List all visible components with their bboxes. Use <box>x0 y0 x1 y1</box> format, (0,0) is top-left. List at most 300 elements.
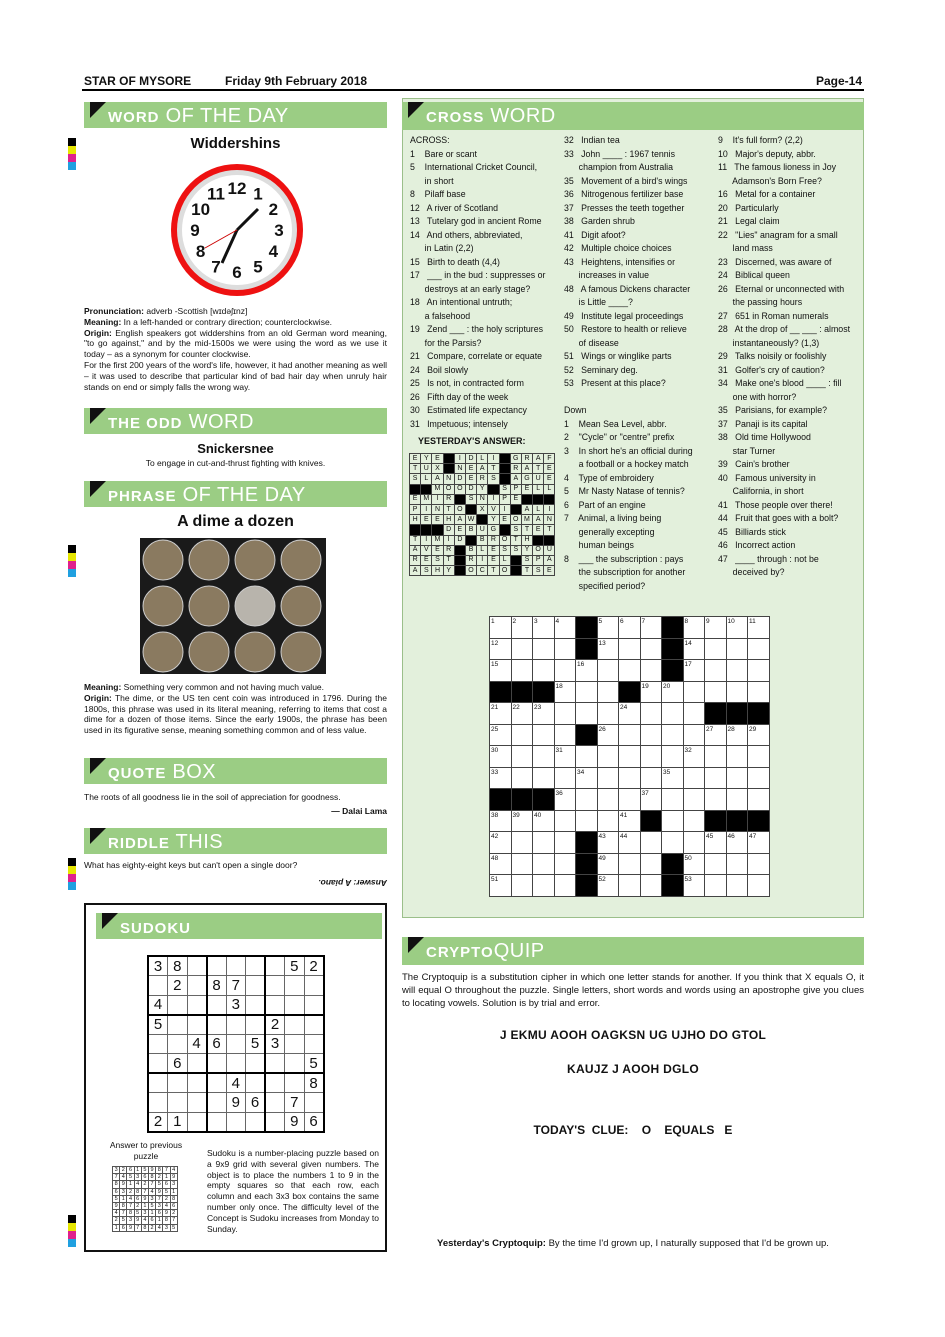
crossword-cell[interactable]: 37 <box>640 789 662 811</box>
answer-cell: R <box>521 454 532 464</box>
crossword-cell[interactable]: 32 <box>683 746 705 768</box>
crossword-cell[interactable] <box>705 875 727 897</box>
clock-numeral: 5 <box>253 257 263 277</box>
sudoku-cell[interactable] <box>187 1054 207 1074</box>
sudoku-cell[interactable] <box>168 1073 188 1093</box>
crossword-cell[interactable] <box>511 724 533 746</box>
sudoku-cell[interactable] <box>226 1015 246 1035</box>
answer-cell: I <box>499 504 510 514</box>
answer-cell: C <box>477 566 488 576</box>
sudoku-cell[interactable]: 4 <box>187 1034 207 1054</box>
answer-cell: I <box>421 535 432 545</box>
crossword-cell[interactable] <box>576 703 598 725</box>
crossword-cell[interactable] <box>533 853 555 875</box>
crossword-cell[interactable] <box>683 810 705 832</box>
crossword-cell[interactable] <box>705 660 727 682</box>
crossword-cell[interactable] <box>683 832 705 854</box>
sudoku-cell[interactable] <box>265 995 285 1015</box>
crossword-cell[interactable] <box>726 681 748 703</box>
sudoku-cell[interactable]: 2 <box>148 1112 168 1132</box>
crossword-cell[interactable] <box>726 853 748 875</box>
crossword-cell[interactable]: 5 <box>597 617 619 639</box>
crossword-cell[interactable]: 14 <box>683 638 705 660</box>
crossword-cell[interactable] <box>533 746 555 768</box>
crossword-cell[interactable]: 31 <box>554 746 576 768</box>
crossword-cell[interactable] <box>726 746 748 768</box>
sudoku-cell[interactable] <box>207 1015 227 1035</box>
crossword-cell[interactable] <box>619 746 641 768</box>
crossword-cell[interactable] <box>705 789 727 811</box>
sudoku-cell[interactable] <box>187 1073 207 1093</box>
answer-cell: 6 <box>148 1217 155 1224</box>
crossword-cell[interactable]: 2 <box>511 617 533 639</box>
answer-cell: D <box>465 484 476 494</box>
answer-cell: 1 <box>113 1224 120 1231</box>
answer-cell <box>454 566 465 576</box>
crossword-cell[interactable] <box>662 724 684 746</box>
crossword-cell[interactable]: 9 <box>705 617 727 639</box>
crossword-cell[interactable] <box>662 746 684 768</box>
sudoku-cell[interactable] <box>226 1034 246 1054</box>
crossword-cell[interactable]: 36 <box>554 789 576 811</box>
crossword-cell[interactable]: 29 <box>748 724 770 746</box>
sudoku-cell[interactable] <box>226 956 246 976</box>
yesterday-cryptoquip: Yesterday's Cryptoquip: By the time I'd grown up, I naturally supposed that I'd be grown up. <box>437 1238 829 1249</box>
crossword-cell[interactable]: 49 <box>597 853 619 875</box>
dime-coin <box>281 632 321 672</box>
crossword-cell[interactable]: 48 <box>490 853 512 875</box>
crossword-cell[interactable] <box>748 660 770 682</box>
answer-cell: N <box>544 515 555 525</box>
answer-cell: E <box>544 566 555 576</box>
answer-cell <box>477 515 488 525</box>
answer-cell: 6 <box>127 1167 134 1174</box>
sudoku-cell[interactable] <box>187 956 207 976</box>
sudoku-cell[interactable]: 9 <box>285 1112 305 1132</box>
crossword-cell[interactable] <box>640 660 662 682</box>
crossword-banner: CROSS WORD <box>402 102 864 130</box>
crossword-cell[interactable] <box>533 875 555 897</box>
answer-cell: N <box>443 474 454 484</box>
crossword-cell[interactable]: 42 <box>490 832 512 854</box>
answer-cell: 8 <box>141 1224 148 1231</box>
crossword-cell[interactable] <box>554 832 576 854</box>
phrase-definition: Meaning: Something very common and not having much value. Origin: The dime, or the US ten cent coin was introduced in 1796. During the 1800s, this phrase was used in its literal meaning, referring to items that cost a dime for a dozen of those items. Since the early 1900s, the phrase has been used in its figurative sense, meaning something common and of less value. <box>84 682 387 736</box>
sudoku-cell[interactable] <box>304 976 324 996</box>
answer-cell: 8 <box>120 1202 127 1209</box>
sudoku-cell[interactable]: 8 <box>207 976 227 996</box>
sudoku-cell[interactable]: 2 <box>265 1015 285 1035</box>
crossword-cell[interactable] <box>726 660 748 682</box>
clock-numeral: 6 <box>232 263 242 282</box>
crossword-cell[interactable] <box>576 810 598 832</box>
dime-coin <box>281 586 321 626</box>
cryptoquip-line1: J EKMU AOOH OAGKSN UG UJHO DO GTOL <box>499 1028 767 1042</box>
crossword-cell[interactable] <box>619 767 641 789</box>
sudoku-cell[interactable] <box>265 1073 285 1093</box>
crossword-cell[interactable] <box>640 724 662 746</box>
crossword-cell[interactable] <box>748 789 770 811</box>
sudoku-cell[interactable] <box>285 1034 305 1054</box>
sudoku-cell[interactable] <box>265 1054 285 1074</box>
answer-cell: M <box>432 535 443 545</box>
crossword-cell[interactable] <box>511 832 533 854</box>
answer-cell: E <box>432 515 443 525</box>
sudoku-cell[interactable]: 5 <box>304 1054 324 1074</box>
sudoku-cell[interactable] <box>246 1015 266 1035</box>
crossword-cell[interactable] <box>511 660 533 682</box>
crossword-cell[interactable] <box>619 660 641 682</box>
crossword-cell[interactable] <box>533 638 555 660</box>
crossword-cell[interactable] <box>619 789 641 811</box>
crossword-cell[interactable] <box>640 638 662 660</box>
sudoku-cell[interactable] <box>285 976 305 996</box>
answer-cell: 3 <box>163 1224 170 1231</box>
crossword-cell[interactable] <box>576 746 598 768</box>
crossword-cell[interactable] <box>554 810 576 832</box>
answer-cell: I <box>421 504 432 514</box>
answer-cell: R <box>465 555 476 565</box>
crossword-cell <box>748 703 770 725</box>
crossword-cell[interactable]: 50 <box>683 853 705 875</box>
crossword-cell[interactable]: 41 <box>619 810 641 832</box>
sudoku-cell[interactable] <box>187 1112 207 1132</box>
crossword-cell[interactable]: 47 <box>748 832 770 854</box>
crossword-cell[interactable] <box>748 681 770 703</box>
answer-cell: L <box>533 484 544 494</box>
sudoku-cell[interactable] <box>226 1054 246 1074</box>
crossword-cell[interactable] <box>705 681 727 703</box>
sudoku-cell[interactable] <box>207 995 227 1015</box>
crossword-cell[interactable]: 12 <box>490 638 512 660</box>
crossword-cell[interactable] <box>554 724 576 746</box>
sudoku-cell[interactable] <box>304 995 324 1015</box>
sudoku-cell[interactable]: 1 <box>168 1112 188 1132</box>
sudoku-cell[interactable] <box>168 1034 188 1054</box>
crossword-cell[interactable] <box>511 875 533 897</box>
crossword-cell[interactable] <box>705 853 727 875</box>
crossword-cell[interactable] <box>640 853 662 875</box>
sudoku-cell[interactable] <box>187 1015 207 1035</box>
crossword-cell[interactable] <box>619 724 641 746</box>
answer-cell: G <box>521 474 532 484</box>
crossword-cell[interactable]: 52 <box>597 875 619 897</box>
crossword-cell[interactable]: 35 <box>662 767 684 789</box>
crossword-cell <box>576 617 598 639</box>
answer-cell: H <box>410 515 421 525</box>
sudoku-cell[interactable] <box>207 1073 227 1093</box>
sudoku-cell[interactable]: 4 <box>148 995 168 1015</box>
crossword-cell[interactable] <box>533 767 555 789</box>
crossword-cell[interactable] <box>640 875 662 897</box>
crossword-cell[interactable]: 34 <box>576 767 598 789</box>
answer-cell: 4 <box>148 1188 155 1195</box>
crossword-cell[interactable] <box>640 746 662 768</box>
sudoku-cell[interactable] <box>187 976 207 996</box>
crossword-cell[interactable] <box>726 789 748 811</box>
sudoku-cell[interactable]: 2 <box>168 976 188 996</box>
crossword-cell <box>533 789 555 811</box>
crossword-cell <box>619 681 641 703</box>
answer-cell: 4 <box>120 1174 127 1181</box>
answer-cell: O <box>499 566 510 576</box>
crossword-cell[interactable] <box>640 832 662 854</box>
sudoku-cell[interactable] <box>168 995 188 1015</box>
sudoku-cell[interactable] <box>285 995 305 1015</box>
sudoku-cell[interactable] <box>168 1093 188 1113</box>
sudoku-cell[interactable]: 9 <box>226 1093 246 1113</box>
answer-cell: 2 <box>148 1224 155 1231</box>
answer-cell: I <box>432 494 443 504</box>
crossword-cell[interactable]: 19 <box>640 681 662 703</box>
crossword-cell[interactable] <box>683 724 705 746</box>
sudoku-cell[interactable] <box>265 956 285 976</box>
sudoku-cell[interactable] <box>246 976 266 996</box>
sudoku-cell[interactable]: 8 <box>168 956 188 976</box>
sudoku-cell[interactable]: 8 <box>304 1073 324 1093</box>
sudoku-cell[interactable]: 7 <box>285 1093 305 1113</box>
sudoku-cell[interactable] <box>246 1112 266 1132</box>
crossword-cell[interactable] <box>576 681 598 703</box>
sudoku-cell[interactable] <box>207 1093 227 1113</box>
clues-down-col3: 9 It's full form? (2,2) 10 Major's deputy, abbr. 11 The famous lioness in Joy Adamson's Born Free? 16 Metal for a container 20 Particularly 21 Legal claim 22 "Lies" anagram for a small land mass 23 Discerned, was aware of 24 Biblical queen 26 Eternal or unconnected with the passing hours 27 651 in Roman numerals 28 At the drop of __ ___ : almost instantaneously? (1,3) 29 Talks noisily or foolishly 31 Golfer's cry of caution? 34 Make one's blood ____ : fill one with horror? 35 Parisians, for example? 37 Panaji is its capital 38 Old time Hollywood star Turner 39 Cain's brother 40 Famous university in California, in short 41 Those people over there! 44 Fruit that goes with a bolt? 45 Billiards stick 46 Incorrect action 47 ____ through : not be deceived by? <box>718 135 851 577</box>
crossword-cell[interactable] <box>748 767 770 789</box>
crossword-cell[interactable] <box>554 853 576 875</box>
crossword-cell[interactable] <box>511 767 533 789</box>
sudoku-cell[interactable] <box>148 1034 168 1054</box>
answer-cell: T <box>410 464 421 474</box>
crossword-cell[interactable] <box>640 703 662 725</box>
crossword-cell[interactable] <box>597 703 619 725</box>
crossword-cell[interactable]: 26 <box>597 724 619 746</box>
crossword-cell[interactable] <box>597 681 619 703</box>
crossword-cell[interactable]: 38 <box>490 810 512 832</box>
sudoku-cell[interactable] <box>265 976 285 996</box>
sudoku-cell[interactable]: 6 <box>304 1112 324 1132</box>
answer-cell: R <box>477 474 488 484</box>
crossword-cell[interactable]: 3 <box>533 617 555 639</box>
crossword-cell[interactable]: 25 <box>490 724 512 746</box>
sudoku-cell[interactable] <box>148 1054 168 1074</box>
sudoku-cell[interactable] <box>168 1015 188 1035</box>
crossword-cell[interactable] <box>533 660 555 682</box>
sudoku-cell[interactable] <box>148 976 168 996</box>
crossword-cell[interactable] <box>662 789 684 811</box>
crossword-cell[interactable]: 8 <box>683 617 705 639</box>
sudoku-cell[interactable]: 3 <box>265 1034 285 1054</box>
answer-cell: D <box>465 454 476 464</box>
crossword-cell[interactable]: 24 <box>619 703 641 725</box>
crossword-cell[interactable] <box>683 703 705 725</box>
dime-coin <box>235 586 275 626</box>
crossword-cell[interactable]: 40 <box>533 810 555 832</box>
sudoku-cell[interactable] <box>285 1073 305 1093</box>
crossword-cell[interactable] <box>683 789 705 811</box>
crossword-cell[interactable]: 43 <box>597 832 619 854</box>
crossword-cell[interactable]: 20 <box>662 681 684 703</box>
sudoku-cell[interactable]: 3 <box>148 956 168 976</box>
answer-cell <box>421 484 432 494</box>
answer-cell: S <box>510 525 521 535</box>
answer-cell: 1 <box>127 1181 134 1188</box>
answer-cell: 4 <box>156 1224 163 1231</box>
answer-cell: R <box>410 555 421 565</box>
crossword-cell[interactable] <box>511 746 533 768</box>
clock-numeral: 3 <box>274 221 284 240</box>
crossword-cell[interactable]: 11 <box>748 617 770 639</box>
answer-cell: O <box>499 535 510 545</box>
crossword-cell[interactable]: 51 <box>490 875 512 897</box>
crossword-cell[interactable] <box>662 810 684 832</box>
answer-cell: 1 <box>120 1195 127 1202</box>
crossword-cell[interactable]: 6 <box>619 617 641 639</box>
sudoku-cell[interactable] <box>246 1073 266 1093</box>
crossword-cell[interactable]: 16 <box>576 660 598 682</box>
crossword-cell[interactable] <box>511 853 533 875</box>
answer-cell: 3 <box>113 1167 120 1174</box>
crossword-cell[interactable] <box>726 638 748 660</box>
crossword-cell[interactable] <box>554 638 576 660</box>
dime-coin <box>143 540 183 580</box>
sudoku-cell[interactable] <box>304 1093 324 1113</box>
crossword-cell[interactable]: 45 <box>705 832 727 854</box>
sudoku-cell[interactable] <box>148 1093 168 1113</box>
answer-cell <box>499 454 510 464</box>
crossword-cell[interactable] <box>662 832 684 854</box>
crossword-cell[interactable] <box>748 638 770 660</box>
sudoku-cell[interactable] <box>265 1093 285 1113</box>
sudoku-cell[interactable] <box>148 1073 168 1093</box>
crossword-cell[interactable]: 53 <box>683 875 705 897</box>
answer-cell: V <box>421 545 432 555</box>
crossword-cell[interactable]: 4 <box>554 617 576 639</box>
crossword-cell[interactable] <box>576 789 598 811</box>
crossword-cell[interactable] <box>662 703 684 725</box>
sudoku-cell[interactable] <box>246 956 266 976</box>
crossword-cell[interactable]: 27 <box>705 724 727 746</box>
sudoku-cell[interactable] <box>304 1015 324 1035</box>
crossword-cell[interactable]: 18 <box>554 681 576 703</box>
answer-cell: 3 <box>148 1195 155 1202</box>
answer-cell <box>544 535 555 545</box>
crossword-cell[interactable]: 15 <box>490 660 512 682</box>
word-title: Widdershins <box>190 135 281 152</box>
crossword-cell[interactable] <box>683 767 705 789</box>
crossword-cell[interactable]: 1 <box>490 617 512 639</box>
crossword-cell[interactable]: 10 <box>726 617 748 639</box>
yesterday-answer-label: YESTERDAY'S ANSWER: <box>418 436 526 446</box>
crossword-cell[interactable]: 22 <box>511 703 533 725</box>
crossword-cell[interactable] <box>597 789 619 811</box>
crossword-cell[interactable] <box>554 703 576 725</box>
answer-cell: 4 <box>163 1202 170 1209</box>
crossword-cell[interactable] <box>705 767 727 789</box>
clues-col2: 32 Indian tea 33 John ____ : 1967 tennis champion from Australia 35 Movement of a bird's wings 36 Nitrogenous fertilizer base 37 Presses the teeth together 38 Garden shrub 41 Digit afoot? 42 Multiple choice choices 43 Heightens, intensifies or increases in value 48 A famous Dickens character is Little ____? 49 Institute legal proceedings 50 Restore to health or relieve of disease 51 Wings or winglike parts 52 Seminary deg. 53 Present at this place? Down 1 Mean Sea Level, abbr. 2 "Cycle" or "centre" prefix 3 In short he's an official during a football or a hockey match 4 Type of embroidery 5 Mr Nasty Natase of tennis? 6 Part of an engine 7 Animal, a living being generally excepting human beings 8 ___ the subscription : pays the subscription for another specified period? <box>564 135 693 591</box>
crossword-cell[interactable] <box>705 746 727 768</box>
crossword-cell[interactable] <box>554 875 576 897</box>
sudoku-cell[interactable] <box>304 1034 324 1054</box>
crossword-cell[interactable] <box>619 875 641 897</box>
crossword-cell[interactable] <box>597 767 619 789</box>
sudoku-cell[interactable] <box>285 1054 305 1074</box>
sudoku-cell[interactable]: 4 <box>226 1073 246 1093</box>
answer-cell: 7 <box>113 1174 120 1181</box>
sudoku-cell[interactable] <box>207 1112 227 1132</box>
crossword-cell[interactable]: 33 <box>490 767 512 789</box>
answer-cell: R <box>443 494 454 504</box>
sudoku-cell[interactable]: 5 <box>285 956 305 976</box>
crossword-cell[interactable] <box>511 638 533 660</box>
crossword-cell[interactable]: 28 <box>726 724 748 746</box>
crossword-cell[interactable]: 44 <box>619 832 641 854</box>
answer-cell: 1 <box>141 1202 148 1209</box>
sudoku-cell[interactable] <box>246 1054 266 1074</box>
sudoku-cell[interactable]: 6 <box>207 1034 227 1054</box>
crossword-cell[interactable] <box>597 746 619 768</box>
sudoku-cell[interactable] <box>207 1054 227 1074</box>
crossword-cell[interactable] <box>726 767 748 789</box>
sudoku-cell[interactable]: 5 <box>148 1015 168 1035</box>
sudoku-cell[interactable]: 6 <box>168 1054 188 1074</box>
answer-cell: D <box>454 535 465 545</box>
crossword-cell[interactable]: 23 <box>533 703 555 725</box>
sudoku-cell[interactable] <box>285 1015 305 1035</box>
crossword-cell[interactable] <box>619 638 641 660</box>
sudoku-cell[interactable] <box>207 956 227 976</box>
crossword-cell[interactable] <box>748 746 770 768</box>
crossword-cell[interactable] <box>597 810 619 832</box>
crossword-cell[interactable] <box>748 875 770 897</box>
answer-cell: 1 <box>148 1210 155 1217</box>
crossword-cell[interactable] <box>554 660 576 682</box>
sudoku-cell[interactable]: 2 <box>304 956 324 976</box>
sudoku-cell[interactable]: 5 <box>246 1034 266 1054</box>
crossword-cell[interactable]: 46 <box>726 832 748 854</box>
crossword-cell[interactable]: 30 <box>490 746 512 768</box>
crossword-cell[interactable] <box>726 875 748 897</box>
sudoku-cell[interactable] <box>187 1093 207 1113</box>
crossword-cell[interactable] <box>683 681 705 703</box>
sudoku-cell[interactable]: 6 <box>246 1093 266 1113</box>
answer-cell: Y <box>421 454 432 464</box>
crossword-cell[interactable] <box>619 853 641 875</box>
crossword-cell[interactable] <box>705 638 727 660</box>
sudoku-cell[interactable]: 3 <box>226 995 246 1015</box>
crossword-grid[interactable] <box>489 616 770 897</box>
sudoku-cell[interactable] <box>226 1112 246 1132</box>
sudoku-cell[interactable] <box>187 995 207 1015</box>
answer-cell <box>443 454 454 464</box>
crossword-cell[interactable]: 17 <box>683 660 705 682</box>
sudoku-cell[interactable]: 7 <box>226 976 246 996</box>
crossword-cell[interactable]: 21 <box>490 703 512 725</box>
crossword-cell[interactable] <box>597 660 619 682</box>
answer-cell: T <box>533 464 544 474</box>
crossword-cell[interactable] <box>748 853 770 875</box>
answer-cell: 9 <box>148 1167 155 1174</box>
sudoku-cell[interactable] <box>265 1112 285 1132</box>
crossword-cell[interactable]: 39 <box>511 810 533 832</box>
crossword-cell[interactable] <box>533 724 555 746</box>
answer-cell: 8 <box>170 1195 177 1202</box>
crossword-cell[interactable]: 7 <box>640 617 662 639</box>
crossword-cell[interactable] <box>554 767 576 789</box>
crossword-cell[interactable] <box>640 767 662 789</box>
crossword-cell[interactable] <box>533 832 555 854</box>
answer-cell: N <box>454 464 465 474</box>
sudoku-cell[interactable] <box>246 995 266 1015</box>
crossword-cell[interactable]: 13 <box>597 638 619 660</box>
